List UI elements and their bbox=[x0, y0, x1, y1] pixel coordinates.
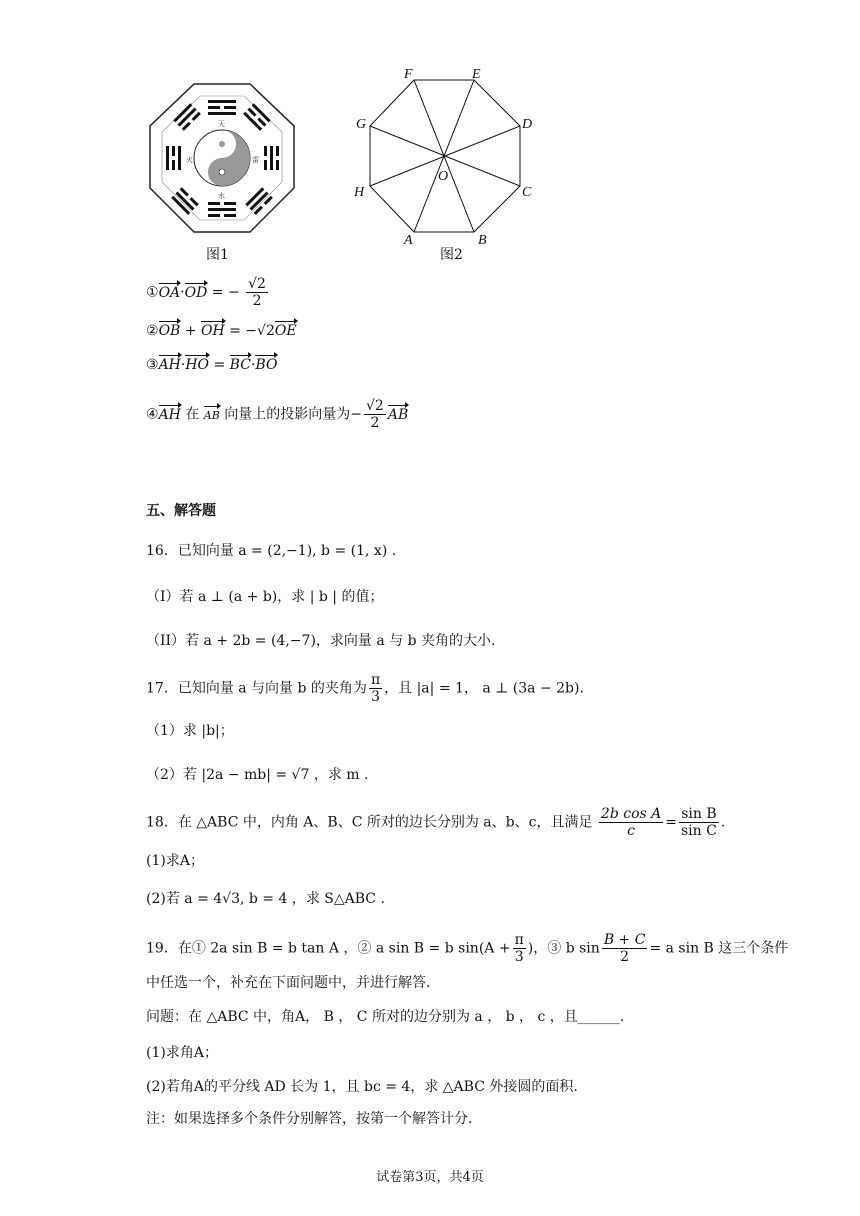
q19-part1: (1)求角A； bbox=[146, 1045, 218, 1061]
trigram-label-top: 天 bbox=[218, 120, 225, 128]
q19-line1: 19．在① 2a sin B = b tan A ，② a sin B = b sin(A + $\frac{\pi}{3}$ )，③ b sin $\frac{B + C}{2}$ = a sin B 这三个条件 bbox=[146, 932, 789, 965]
vertex-B: B bbox=[478, 233, 487, 244]
octagon-diagram bbox=[352, 64, 542, 244]
q18-stem: 18．在 △ABC 中，内角 A、B、C 所对的边长分别为 a、b、c，且满足 $\frac{\text{2b cos A}}{c}$ = $\frac{\text{sin B}}{\text{sin C}}$ . bbox=[146, 806, 726, 839]
page-footer: 试卷第3页，共4页 bbox=[376, 1170, 484, 1185]
q19-line2: 中任选一个，补充在下面问题中，并进行解答. bbox=[146, 975, 431, 991]
q19-note: 注：如果选择多个条件分别解答，按第一个解答计分. bbox=[146, 1111, 473, 1127]
figure-2 bbox=[352, 64, 542, 264]
svg-text:雷: 雷 bbox=[252, 156, 259, 164]
q17-stem: 17．已知向量 a 与向量 b 的夹角为 $\frac{\pi}{3}$ ，且 |a| = 1， a ⊥ (3a − 2b). bbox=[146, 672, 584, 705]
q16-stem: 16．已知向量 a = (2,−1), b = (1, x) . bbox=[146, 543, 397, 559]
center-O: O bbox=[438, 169, 449, 184]
vertex-A: A bbox=[404, 233, 413, 244]
figure-1-caption: 图1 bbox=[206, 247, 229, 263]
svg-text:水: 水 bbox=[218, 192, 225, 200]
vertex-H: H bbox=[354, 185, 365, 200]
q19-part2: (2)若角A的平分线 AD 长为 1，且 bc = 4，求 △ABC 外接圆的面积. bbox=[146, 1079, 578, 1095]
option-2: ②OB + OH = −√2OE bbox=[146, 323, 297, 339]
vertex-D: D bbox=[522, 117, 533, 132]
option-3: ③AH·HO = BC·BO bbox=[146, 357, 278, 373]
vertex-G: G bbox=[356, 117, 367, 132]
q17-part2: （2）若 |2a − mb| = √7 ，求 m . bbox=[146, 767, 369, 783]
bagua-diagram bbox=[148, 82, 296, 234]
option-1: ①OA·OD = − $\frac{√2}{2}$ bbox=[146, 276, 266, 309]
section-title: 五、解答题 bbox=[146, 503, 216, 519]
q16-part1: （I）若 a ⊥ (a + b)，求 | b | 的值； bbox=[146, 589, 384, 605]
q17-part1: （1）求 |b|； bbox=[146, 723, 234, 739]
vertex-F: F bbox=[404, 67, 413, 82]
q18-part1: (1)求A； bbox=[146, 853, 204, 869]
vertex-C: C bbox=[522, 185, 532, 200]
q18-part2: (2)若 a = 4√3, b = 4 ，求 S△ABC . bbox=[146, 891, 385, 907]
svg-text:火: 火 bbox=[186, 156, 193, 164]
vertex-E: E bbox=[472, 67, 481, 82]
q19-line3: 问题：在 △ABC 中，角A， B ， C 所对的边分别为 a ， b ， c ，且______. bbox=[146, 1009, 625, 1025]
figure-2-caption: 图2 bbox=[440, 247, 463, 263]
q16-part2: （II）若 a + 2b = (4,−7)，求向量 a 与 b 夹角的大小. bbox=[146, 633, 496, 649]
option-4: ④AH 在 AB 向量上的投影向量为− $\frac{√2}{2}$ AB bbox=[146, 398, 409, 431]
figure-1 bbox=[148, 82, 296, 263]
